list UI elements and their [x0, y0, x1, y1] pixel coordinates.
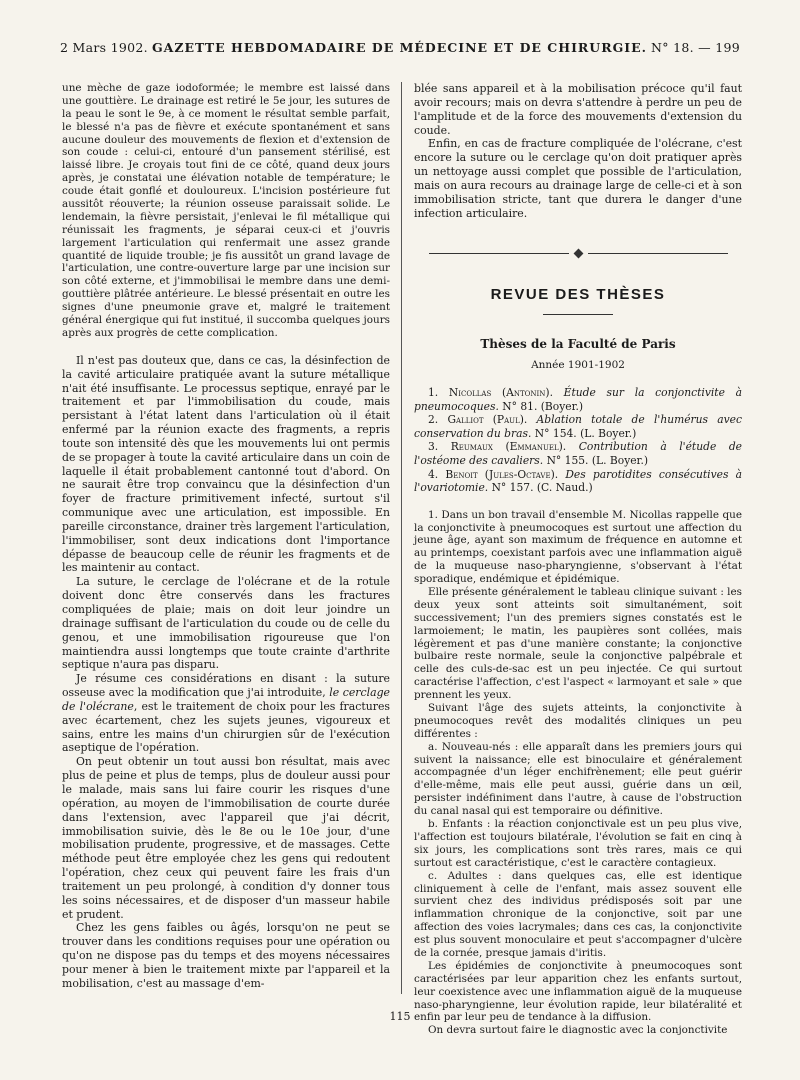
- thesis-title: Ablation totale de l'humérus avec conservation du bras.: [414, 413, 742, 440]
- diamond-icon: [573, 249, 583, 259]
- paragraph: une mèche de gaze iodoformée; le membre est laissé dans une gouttière. Le drainage est retiré le 5e jour, les sutures de la peau le sont le 9e, à ce moment le résultat semble parfait, le blessé n'a pas de fièvre et exécute spontanément et sans aucune douleur des mouvements de flexion et d'extension de son coude : celui-ci, entouré d'un pansement stérilisé, est laissé libre. Je croyais tout fini de ce côté, quand deux jours après, je constatai une élévation notable de température; le coude était gonflé et douloureux. L'incision postérieure fut aussitôt réouverte; la réunion osseuse paraissait solide. Le lendemain, la fièvre persistait, j'enlevai le fil métallique qui réunissait les fragments, je séparai ceux-ci et j'ouvris largement l'articulation qui renfermait une assez grande quantité de liquide trouble; je fis aussitôt un grand lavage de l'articulation, une contre-ouverture large par une incision sur son côté externe, et j'immobilisai le membre dans une demi-gouttière plâtrée antérieure. Le blessé présentait en outre les signes d'une pneumonie grave et, malgré le traitement général énergique qui fut institué, il succomba quelques jours après aux progrès de cette complication.: [62, 82, 390, 339]
- section-title: REVUE DES THÈSES: [490, 286, 666, 304]
- thesis-number: 1.: [428, 386, 439, 400]
- paragraph: a. Nouveau-nés : elle apparaît dans les premiers jours qui suivent la naissance; elle est binoculaire et généralement accompagnée d'un léger enchifrènement; elle peut guérir d'elle-même, mais elle peut aussi, guérie dans un œil, persister indéfiniment dans l'autre, à cause de l'obstruction du canal nasal qui est temporaire ou définitive.: [414, 740, 742, 818]
- journal-title: GAZETTE HEBDOMADAIRE DE MÉDECINE ET DE CHIRURGIE.: [151, 40, 647, 55]
- thesis-number: 3.: [428, 440, 439, 454]
- thesis-reference: N° 154. (L. Boyer.): [534, 426, 637, 440]
- title-rule: [543, 314, 613, 315]
- running-header: [60, 40, 740, 62]
- thesis-title: Contribution à l'étude de l'ostéome des cavaliers.: [414, 440, 742, 467]
- thesis-author: Benoit (Jules-Octave).: [445, 467, 559, 481]
- thesis-title: Étude sur la conjonctivite à pneumocoques.: [414, 386, 742, 413]
- paragraph: Les épidémies de conjonctivite à pneumocoques sont caractérisées par leur apparition chez les enfants surtout, leur coexistence avec une inflammation aiguë de la muqueuse naso-pharyngienne, leur évolution rapide, leur bilatéralité et enfin par leur peu de tendance à la diffusion.: [414, 959, 742, 1024]
- paragraph: On peut obtenir un tout aussi bon résultat, mais avec plus de peine et plus de temps, plus de douleur aussi pour le malade, mais sans lui faire courir les risques d'une opération, au moyen de l'immobilisation de courte durée dans l'extension, avec l'appareil que j'ai décrit, immobilisation suivie, dès le 8e ou le 10e jour, d'une mobilisation prudente, progressive, et de massages. Cette méthode peut être employée chez les gens qui redoutent l'opération, chez ceux qui peuvent faire les frais d'un traitement un peu prolongé, à condition d'y donner tous les soins nécessaires, et de disposer d'un masseur habile et prudent.: [62, 755, 390, 921]
- paragraph: [62, 672, 390, 755]
- theses-list: [414, 386, 742, 495]
- thesis-author: Reumaux (Emmanuel).: [450, 440, 567, 454]
- paragraph: c. Adultes : dans quelques cas, elle est identique cliniquement à celle de l'enfant, mais assez souvent elle survient chez des individus prédisposés soit par une inflammation chronique de la conjonctive, soit par une affection des voies lacrymales; dans ces cas, la conjonctivite est plus souvent monoculaire et peut s'accompagner d'ulcère de la cornée, presque jamais d'iritis.: [414, 869, 742, 959]
- thesis-author: Galliot (Paul).: [447, 413, 528, 427]
- paragraph: La suture, le cerclage de l'olécrane et de la rotule doivent donc être conservés dans les fractures compliquées de plaie; mais on doit leur joindre un drainage suffisant de l'articulation du coude ou de celle du genou, et une immobilisation rigoureuse que l'on maintiendra aussi longtemps que toute crainte d'arthrite septique n'aura pas disparu.: [62, 575, 390, 672]
- right-column: [414, 82, 742, 1037]
- section-subtitle: Thèses de la Faculté de Paris: [480, 337, 676, 352]
- thesis-reference: N° 155. (L. Boyer.): [546, 453, 649, 467]
- ornament-line: [588, 253, 728, 254]
- page-footer-number: 115: [389, 1010, 411, 1023]
- academic-year: Année 1901-1902: [531, 358, 625, 371]
- thesis-entry: [414, 386, 742, 413]
- paragraph: Chez les gens faibles ou âgés, lorsqu'on ne peut se trouver dans les conditions requises pour une opération ou qu'on ne dispose pas du temps et des moyens nécessaires pour mener à bien le traitement mixte par l'appareil et la mobilisation, c'est au massage d'em-: [62, 921, 390, 990]
- thesis-entry: [414, 440, 742, 467]
- thesis-title: Des parotidites consécutives à l'ovariotomie.: [414, 467, 742, 495]
- paragraph: 1. Dans un bon travail d'ensemble M. Nicollas rappelle que la conjonctivite à pneumocoques est surtout une affection du jeune âge, ayant son maximum de fréquence en automne et au printemps, coexistant parfois avec une inflammation aiguë de la muqueuse naso-pharyngienne, s'observant à l'état sporadique, endémique et épidémique.: [414, 508, 742, 586]
- issue-and-page: N° 18. — 199: [651, 40, 740, 55]
- section-ornament: [414, 250, 742, 257]
- thesis-entry: [414, 468, 742, 495]
- header-date: 2 Mars 1902.: [60, 40, 148, 55]
- thesis-reference: N° 81. (Boyer.): [502, 399, 584, 413]
- left-column: [62, 82, 390, 1002]
- thesis-number: 2.: [428, 413, 439, 427]
- text-run: Je résume ces considérations en disant : la suture osseuse avec la modification que j'ai introduite,: [62, 672, 390, 700]
- paragraph: blée sans appareil et à la mobilisation précoce qu'il faut avoir recours; mais on devra s'attendre à perdre un peu de l'amplitude et de la force des mouvements d'extension du coude.: [414, 82, 742, 137]
- thesis-entry: [414, 413, 742, 440]
- ornament-line: [429, 253, 569, 254]
- paragraph: Il n'est pas douteux que, dans ce cas, la désinfection de la cavité articulaire pratiquée avant la suture métallique n'ait été insuffisante. Le processus septique, enrayé par le traitement et par l'immobilisation du coude, mais persistant à l'état latent dans l'articulation où il était enfermé par la réunion exacte des fragments, a repris toute son intensité dès que les mouvements lui ont permis de se propager à toute la cavité articulaire dans un coin de laquelle il était probablement cantonné tout d'abord. On ne saurait être trop convaincu que la désinfection d'un foyer de fracture primitivement infecté, surtout s'il communique avec une articulation, est impossible. En pareille circonstance, drainer très largement l'articulation, l'immobiliser, sont deux indications dont l'importance dépasse de beaucoup celle de réunir les fragments et de les maintenir au contact.: [62, 353, 390, 575]
- thesis-author: Nicollas (Antonin).: [448, 386, 553, 400]
- paragraph: Suivant l'âge des sujets atteints, la conjonctivite à pneumocoques revêt des modalités cliniques un peu différentes :: [414, 702, 742, 740]
- paragraph: b. Enfants : la réaction conjonctivale est un peu plus vive, l'affection est toujours bilatérale, l'évolution se fait en cinq à six jours, les complications sont très rares, mais ce qui surtout est caractéristique, c'est le caractère contagieux.: [414, 818, 742, 869]
- column-divider: [401, 82, 402, 994]
- thesis-reference: N° 157. (C. Naud.): [491, 481, 593, 495]
- text-run: , est le traitement de choix pour les fractures avec écartement, chez les sujets jeunes, vigoureux et sains, entre les mains d'un chirurgien sûr de l'exécution aseptique de l'opération.: [62, 699, 390, 755]
- emphasis-text: le cerclage de l'olécrane: [62, 686, 390, 713]
- paragraph: Enfin, en cas de fracture compliquée de l'olécrane, c'est encore la suture ou le cerclage qu'on doit pratiquer après un nettoyage aussi complet que possible de l'articulation, mais on aura recours au drainage large de celle-ci et à son immobilisation stricte, tant que durera le danger d'une infection articulaire.: [414, 137, 742, 220]
- thesis-number: 4.: [428, 467, 439, 481]
- paragraph: Elle présente généralement le tableau clinique suivant : les deux yeux sont atteints soit simultanément, soit successivement; l'un des premiers signes constatés est le larmoiement; le matin, les paupières sont collées, mais légèrement et pas d'une manière constante; la conjonctive bulbaire reste normale, seule la conjonctive palpébrale et celle des culs-de-sac est un peu injectée. Ce qui surtout caractérise l'affection, c'est l'aspect « larmoyant et sale » que prennent les yeux.: [414, 586, 742, 702]
- paragraph: On devra surtout faire le diagnostic avec la conjonctivite: [428, 1024, 728, 1037]
